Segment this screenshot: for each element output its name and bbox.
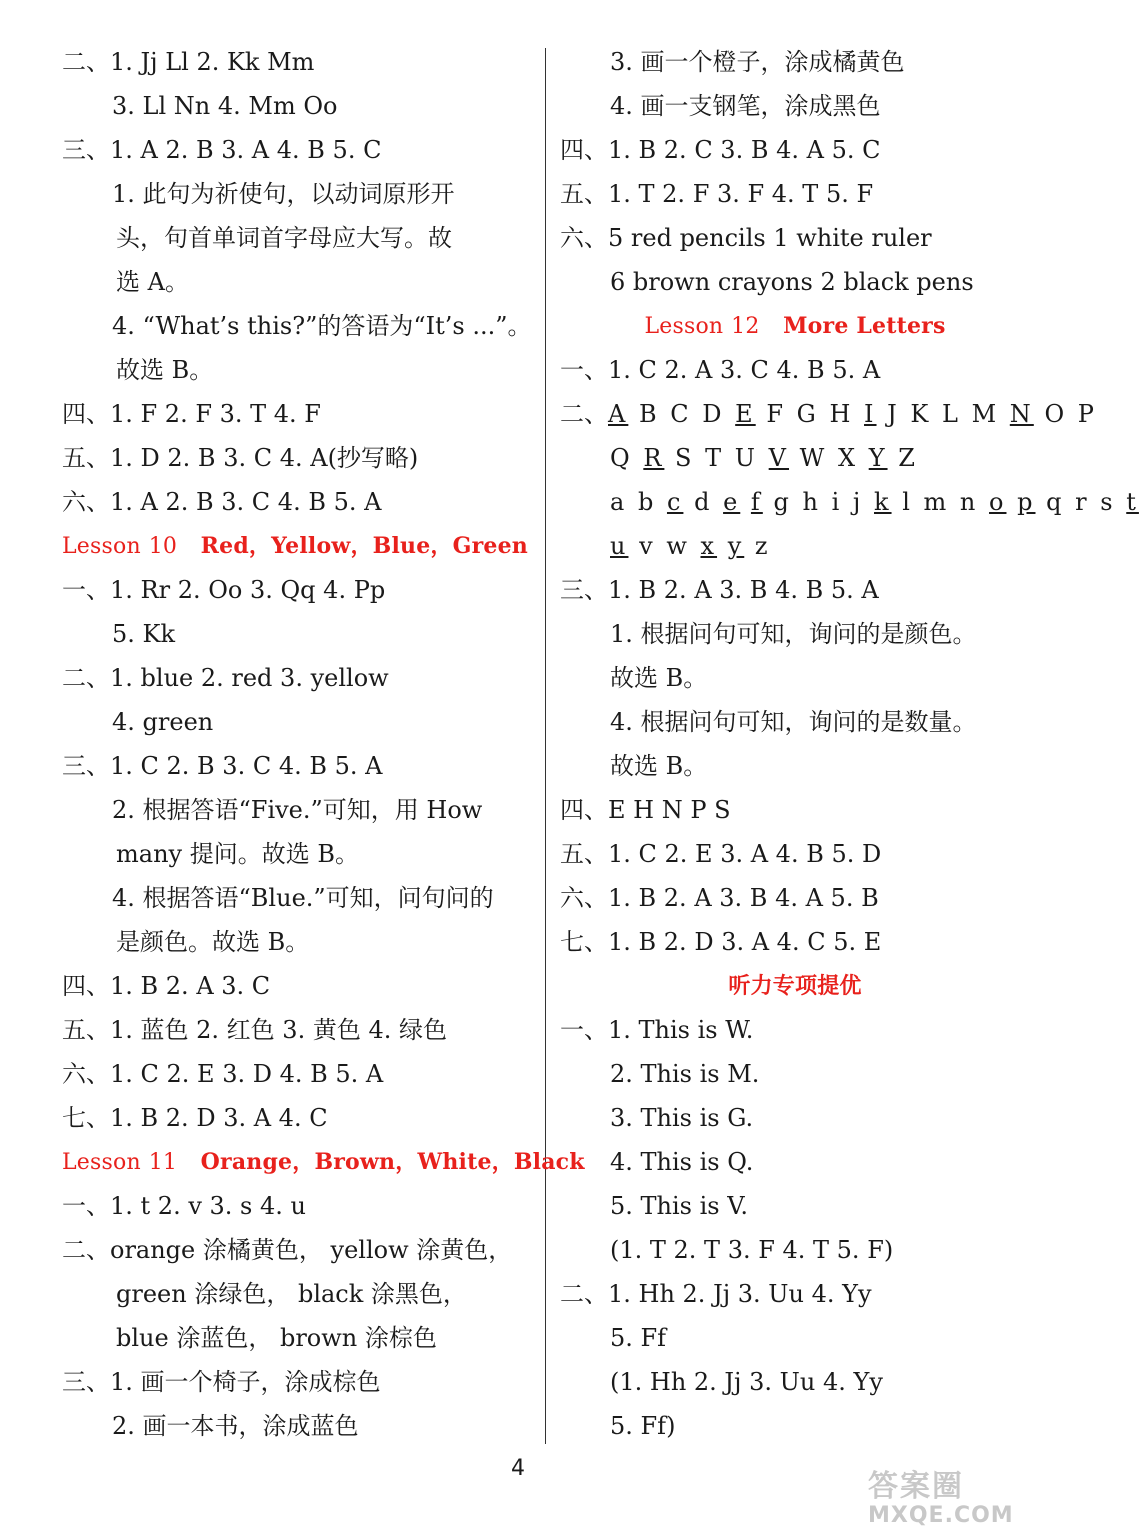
alphabet-letter: z: [754, 532, 771, 560]
explanation-line: 1. 根据问句可知，询问的是颜色。: [610, 620, 977, 648]
alphabet-letter: M: [971, 400, 1000, 428]
explanation-line: 是颜色。故选 B。: [116, 928, 310, 956]
answer-line: 四、1. B 2. C 3. B 4. A 5. C: [560, 136, 881, 164]
answer-line: 四、E H N P S: [560, 796, 731, 824]
page-number: 4: [511, 1456, 525, 1481]
alphabet-lowercase: [610, 532, 771, 560]
listening-heading: 听力专项提优: [728, 973, 862, 999]
alphabet-letter: w: [666, 532, 690, 560]
lesson-11-heading: [62, 1140, 585, 1184]
alphabet-letter: X: [837, 444, 859, 472]
answer-line: 五、1. T 2. F 3. F 4. T 5. F: [560, 180, 874, 208]
alphabet-letter: O: [1044, 400, 1068, 428]
explanation-line: 选 A。: [116, 268, 189, 296]
watermark-url: MXQE.COM: [868, 1503, 1014, 1528]
lesson-title: Orange，Brown，White，Black: [200, 1149, 585, 1175]
alphabet-letter: x: [700, 532, 718, 560]
alphabet-letter: a: [610, 488, 628, 516]
alphabet-letter: V: [768, 444, 790, 472]
alphabet-letter: s: [1100, 488, 1116, 516]
answer-line: 二、1. blue 2. red 3. yellow: [62, 664, 389, 692]
answer-line: 3. Ll Nn 4. Mm Oo: [112, 92, 338, 120]
alphabet-letter: q: [1046, 488, 1065, 516]
alphabet-uppercase: [608, 400, 1097, 428]
answer-line: 六、1. A 2. B 3. C 4. B 5. A: [62, 488, 382, 516]
alphabet-letter: h: [802, 488, 821, 516]
alphabet-lowercase: [610, 488, 1139, 516]
alphabet-letter: d: [694, 488, 713, 516]
explanation-line: 4. 根据问句可知，询问的是数量。: [610, 708, 977, 736]
alphabet-letter: m: [923, 488, 950, 516]
answer-line: 六、1. B 2. A 3. B 4. A 5. B: [560, 884, 879, 912]
right-column: [560, 40, 1139, 1448]
lesson-label: Lesson: [644, 314, 724, 339]
explanation-line: 4. “What’s this?”的答语为“It’s ...”。: [112, 312, 532, 340]
alphabet-letter: F: [766, 400, 786, 428]
answer-line: 三、1. B 2. A 3. B 4. B 5. A: [560, 576, 879, 604]
answer-line: 4. This is Q.: [610, 1148, 754, 1176]
answer-line: 3. This is G.: [610, 1104, 754, 1132]
answer-line: 4. 画一支钢笔，涂成黑色: [610, 92, 881, 120]
answer-line: 二、orange 涂橘黄色， yellow 涂黄色，: [62, 1236, 513, 1264]
alphabet-letter: W: [799, 444, 828, 472]
answer-line: 六、5 red pencils 1 white ruler: [560, 224, 932, 252]
left-column: [62, 40, 585, 1448]
answer-line: 4. green: [112, 708, 214, 736]
lesson-number: 10: [148, 534, 178, 559]
explanation-line: 2. 根据答语“Five.”可知，用 How: [112, 796, 483, 824]
column-divider: [545, 48, 546, 1444]
alphabet-uppercase: [610, 444, 918, 472]
alphabet-letter: e: [723, 488, 741, 516]
answer-line: 一、1. This is W.: [560, 1016, 754, 1044]
watermark-text: 答案圈: [868, 1469, 964, 1504]
answer-line: 5. Ff: [610, 1324, 667, 1352]
answer-line: 三、1. 画一个椅子，涂成棕色: [62, 1368, 381, 1396]
answer-line: 七、1. B 2. D 3. A 4. C: [62, 1104, 328, 1132]
alphabet-letter: f: [750, 488, 763, 516]
alphabet-upper-line-2: [560, 436, 1030, 480]
explanation-line: 故选 B。: [610, 664, 708, 692]
alphabet-letter: t: [1126, 488, 1139, 516]
alphabet-letter: i: [831, 488, 843, 516]
alphabet-letter: A: [608, 400, 629, 428]
answer-line: blue 涂蓝色， brown 涂棕色: [116, 1324, 437, 1352]
explanation-line: 头，句首单词首字母应大写。故: [116, 224, 452, 252]
lesson-label: Lesson: [62, 1150, 141, 1175]
explanation-line: many 提问。故选 B。: [116, 840, 359, 868]
answer-line: 2. 画一本书，涂成蓝色: [112, 1412, 359, 1440]
alphabet-letter: u: [610, 532, 629, 560]
alphabet-letter: T: [705, 444, 725, 472]
alphabet-upper-line-1: [560, 392, 1097, 436]
question-number: 二、: [560, 400, 608, 428]
answer-line: 三、1. C 2. B 3. C 4. B 5. A: [62, 752, 383, 780]
answer-line: 一、1. t 2. v 3. s 4. u: [62, 1192, 306, 1220]
alphabet-letter: E: [735, 400, 756, 428]
answer-line: 一、1. C 2. A 3. C 4. B 5. A: [560, 356, 881, 384]
answer-line: 一、1. Rr 2. Oo 3. Qq 4. Pp: [62, 576, 386, 604]
answer-line: (1. Hh 2. Jj 3. Uu 4. Yy: [610, 1368, 883, 1396]
answer-line: 5. Ff): [610, 1412, 676, 1440]
alphabet-letter: l: [902, 488, 913, 516]
alphabet-letter: D: [702, 400, 725, 428]
lesson-number: 11: [148, 1150, 178, 1175]
answer-line: 三、1. A 2. B 3. A 4. B 5. C: [62, 136, 382, 164]
alphabet-letter: p: [1017, 488, 1036, 516]
watermark-logo: [868, 1470, 1028, 1530]
answer-line: 5. This is V.: [610, 1192, 748, 1220]
answer-line: 2. This is M.: [610, 1060, 760, 1088]
answer-line: 五、1. 蓝色 2. 红色 3. 黄色 4. 绿色: [62, 1016, 447, 1044]
lesson-label: Lesson: [62, 534, 141, 559]
explanation-line: 4. 根据答语“Blue.”可知，问句问的: [112, 884, 494, 912]
alphabet-letter: H: [829, 400, 854, 428]
alphabet-letter: G: [796, 400, 819, 428]
alphabet-letter: R: [643, 444, 665, 472]
answer-line: 6 brown crayons 2 black pens: [610, 268, 974, 296]
explanation-line: 故选 B。: [116, 356, 214, 384]
answer-line: 二、1. Jj Ll 2. Kk Mm: [62, 48, 315, 76]
alphabet-lower-line-1: [560, 480, 1139, 524]
answer-line: 七、1. B 2. D 3. A 4. C 5. E: [560, 928, 882, 956]
alphabet-letter: C: [670, 400, 692, 428]
answer-line: (1. T 2. T 3. F 4. T 5. F): [610, 1236, 894, 1264]
alphabet-letter: c: [666, 488, 684, 516]
alphabet-letter: Q: [610, 444, 633, 472]
alphabet-letter: L: [942, 400, 961, 428]
alphabet-letter: I: [864, 400, 877, 428]
answer-line: 二、1. Hh 2. Jj 3. Uu 4. Yy: [560, 1280, 872, 1308]
alphabet-letter: n: [959, 488, 979, 516]
alphabet-letter: k: [874, 488, 892, 516]
answer-line: 3. 画一个橙子，涂成橘黄色: [610, 48, 905, 76]
alphabet-letter: K: [910, 400, 932, 428]
answer-line: green 涂绿色， black 涂黑色，: [116, 1280, 467, 1308]
lesson-number: 12: [731, 314, 760, 339]
answer-line: 五、1. C 2. E 3. A 4. B 5. D: [560, 840, 882, 868]
lesson-title: Red，Yellow，Blue，Green: [200, 533, 528, 559]
alphabet-letter: r: [1075, 488, 1090, 516]
alphabet-letter: j: [852, 488, 864, 516]
alphabet-letter: Y: [868, 444, 888, 472]
answer-line: 5. Kk: [112, 620, 175, 648]
alphabet-letter: P: [1077, 400, 1097, 428]
alphabet-letter: B: [638, 400, 660, 428]
lesson-12-heading: [560, 304, 1030, 348]
answer-line: 六、1. C 2. E 3. D 4. B 5. A: [62, 1060, 384, 1088]
alphabet-lower-line-2: [560, 524, 1030, 568]
explanation-line: 1. 此句为祈使句，以动词原形开: [112, 180, 455, 208]
alphabet-letter: g: [773, 488, 792, 516]
alphabet-letter: o: [989, 488, 1007, 516]
alphabet-letter: y: [727, 532, 745, 560]
answer-line: 五、1. D 2. B 3. C 4. A(抄写略): [62, 444, 419, 472]
lesson-10-heading: [62, 524, 540, 568]
alphabet-letter: Z: [898, 444, 918, 472]
alphabet-letter: S: [675, 444, 695, 472]
alphabet-letter: v: [639, 532, 656, 560]
alphabet-letter: U: [734, 444, 759, 472]
lesson-title: More Letters: [783, 313, 946, 339]
alphabet-letter: J: [887, 400, 900, 428]
explanation-line: 故选 B。: [610, 752, 708, 780]
answer-line: 四、1. F 2. F 3. T 4. F: [62, 400, 321, 428]
answer-line: 四、1. B 2. A 3. C: [62, 972, 271, 1000]
alphabet-letter: b: [637, 488, 657, 516]
alphabet-letter: N: [1009, 400, 1034, 428]
